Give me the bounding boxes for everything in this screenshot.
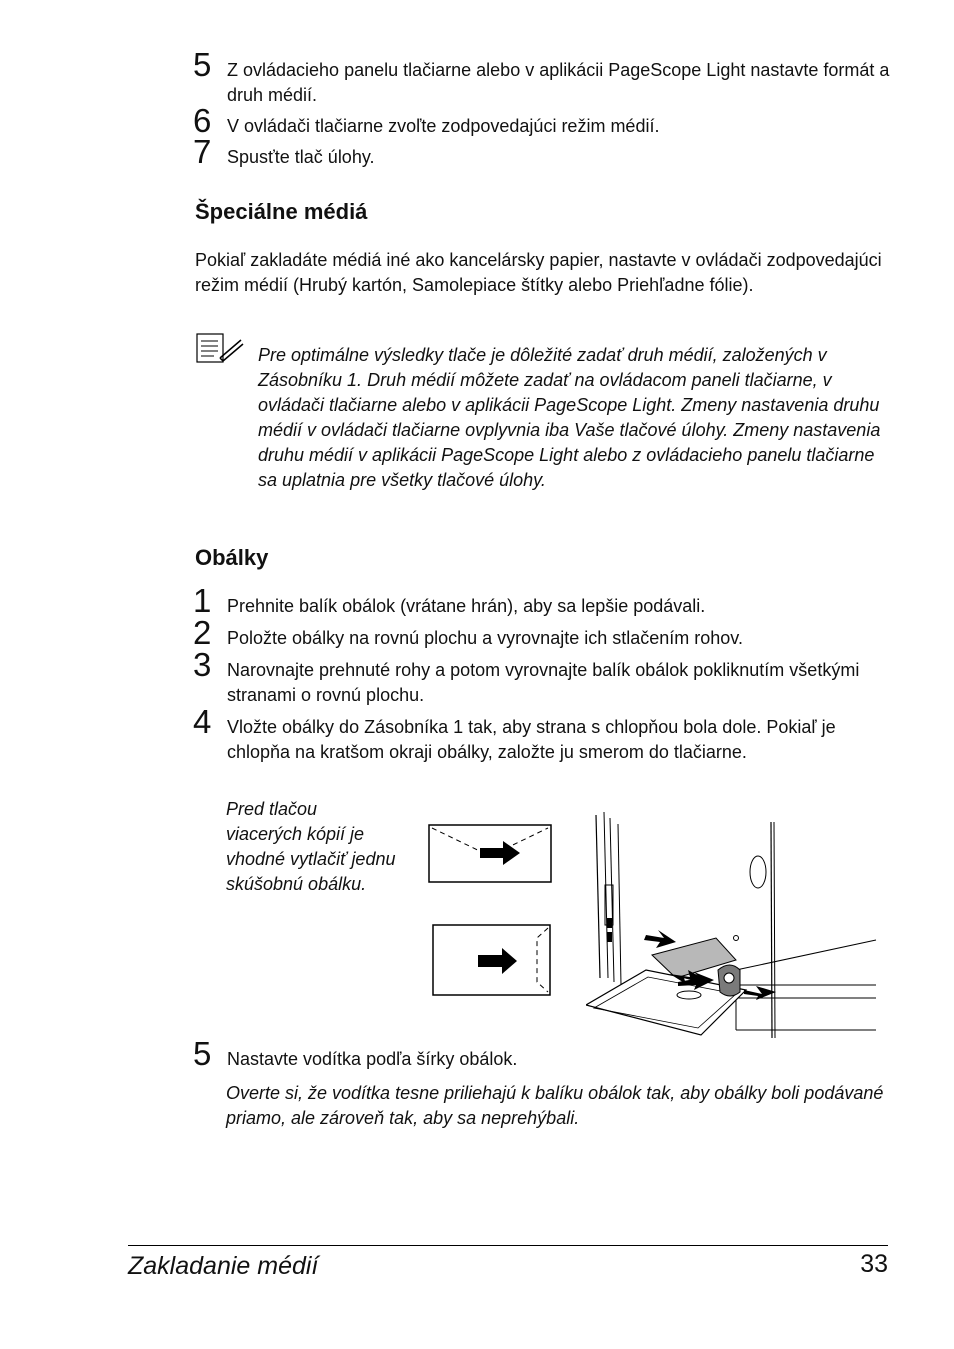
step-text: Položte obálky na rovnú plochu a vyrovnajte ich stlačením rohov. [227, 628, 743, 648]
step-number: 6 [193, 102, 212, 139]
step-number: 2 [193, 614, 212, 651]
envelope-short-flap-illustration [432, 924, 552, 996]
step-text: Z ovládacieho panelu tlačiarne alebo v aplikácii PageScope Light nastavte formát a druh médií. [227, 60, 890, 105]
printer-tray-illustration [586, 810, 878, 1042]
step-number: 5 [193, 1035, 212, 1072]
step-text: Spusťte tlač úlohy. [227, 147, 375, 167]
step-6-top [193, 102, 893, 139]
step-number: 5 [193, 46, 212, 83]
step-number: 4 [193, 703, 212, 740]
step-text: Nastavte vodítka podľa šírky obálok. [227, 1049, 518, 1069]
step-text: Vložte obálky do Zásobníka 1 tak, aby strana s chlopňou bola dole. Pokiaľ je chlopňa na kratšom okraji obálky, založte ju smerom do tlačiarne. [227, 717, 836, 762]
special-media-heading: Špeciálne médiá [195, 199, 368, 224]
step-text: Prehnite balík obálok (vrátane hrán), aby sa lepšie podávali. [227, 596, 706, 616]
envelope-step-2 [193, 614, 893, 651]
step-text: Narovnajte prehnuté rohy a potom vyrovnajte balík obálok pokliknutím všetkými stranami o rovnú plochu. [227, 660, 860, 705]
envelopes-heading: Obálky [195, 545, 269, 570]
envelope-step-1 [193, 582, 893, 619]
page-number: 33 [860, 1250, 888, 1278]
note-icon [196, 333, 244, 365]
envelope-step-3 [193, 646, 893, 708]
envelope-step-5 [193, 1035, 893, 1072]
step-number: 7 [193, 133, 212, 170]
step-5-top [193, 46, 893, 108]
footer-title: Zakladanie médií [128, 1252, 319, 1280]
envelope-long-flap-illustration [428, 824, 553, 884]
footer-rule [128, 1245, 888, 1246]
step-7-top [193, 133, 893, 170]
step-text: V ovládači tlačiarne zvoľte zodpovedajúci režim médií. [227, 116, 660, 136]
envelope-step-5-note: Overte si, že vodítka tesne priliehajú k balíku obálok tak, aby obálky boli podávané priamo, ale zároveň tak, aby sa neprehýbali. [226, 1083, 884, 1128]
special-media-note: Pre optimálne výsledky tlače je dôležité zadať druh médií, založených v Zásobníku 1. Druh médií môžete zadať na ovládacom paneli tlačiarne, v ovládači tlačiarne alebo v aplikácii PageScope Light. Zmeny nastavenia druhu médií v ovládači tlačiarne ovplyvnia iba Vaše tlačové úlohy. Zmeny nastavenia druhu médií v aplikácii PageScope Light alebo z ovládacieho panelu tlačiarne sa uplatnia pre všetky tlačové úlohy. [258, 345, 881, 490]
envelope-step-4 [193, 703, 893, 765]
step-number: 3 [193, 646, 212, 683]
special-media-paragraph: Pokiaľ zakladáte médiá iné ako kancelársky papier, nastavte v ovládači zodpovedajúci režim médií (Hrubý kartón, Samolepiace štítky alebo Priehľadne fólie). [195, 250, 882, 295]
step-number: 1 [193, 582, 212, 619]
envelope-side-note: Pred tlačou viacerých kópií je vhodné vytlačiť jednu skúšobnú obálku. [226, 799, 396, 894]
